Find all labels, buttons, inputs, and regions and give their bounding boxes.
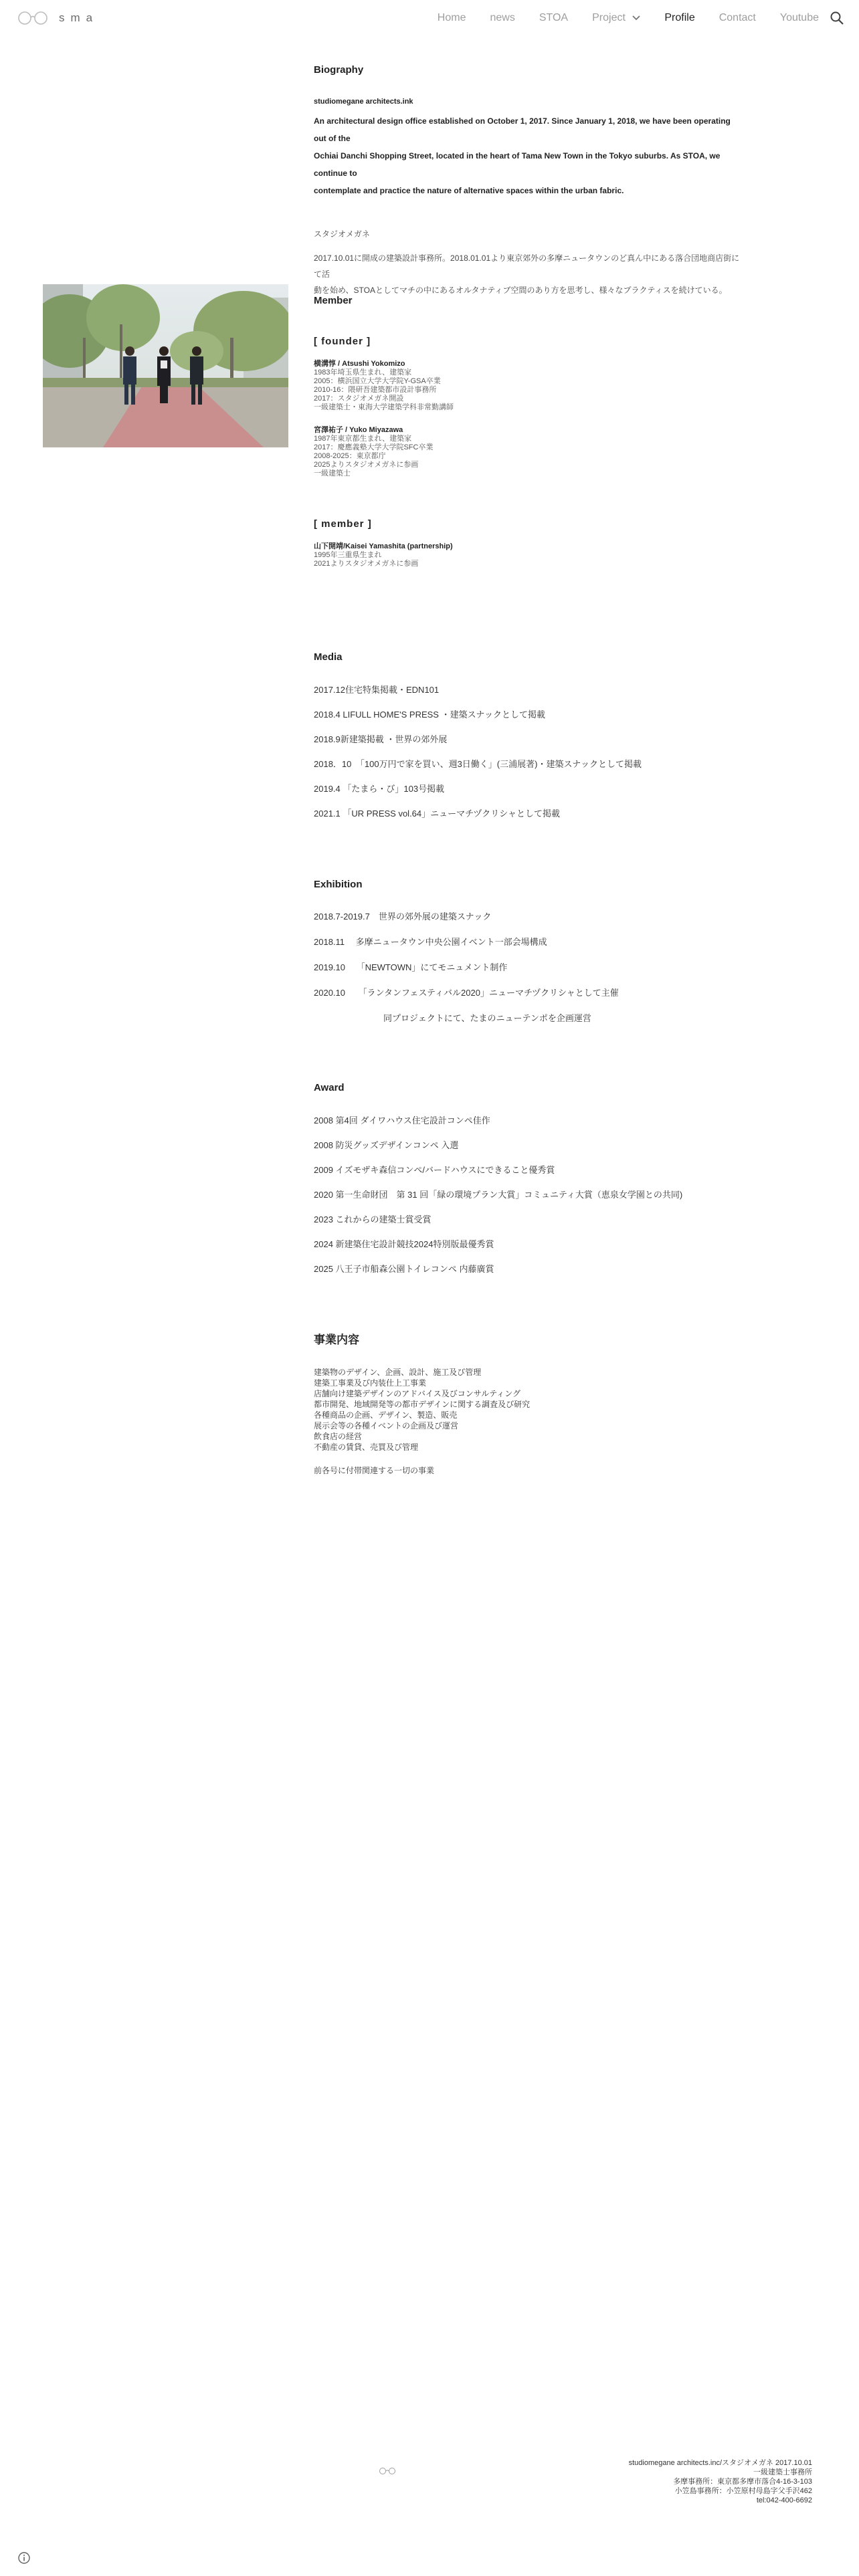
bio-line: 2010-16：隈研吾建築都市設計事務所 — [314, 386, 437, 394]
list-item: 2018.7-2019.7 世界の郊外展の建築スナック — [314, 911, 492, 922]
member-section — [314, 295, 742, 568]
list-item: 2018.4 LIFULL HOME'S PRESS ・建築スナックとして掲載 — [314, 710, 546, 720]
list-item: 2025 八王子市船森公園トイレコンペ 内藤廣賞 — [314, 1264, 494, 1274]
chevron-down-icon — [632, 15, 640, 21]
site-header — [0, 0, 859, 40]
founder-heading: [ founder ] — [314, 336, 371, 347]
list-item: 2009 イズモザキ森信コンペ/バードハウスにできること優秀賞 — [314, 1165, 555, 1175]
footer-line: 小笠島事務所：小笠原村母島字父手沢462 — [674, 2487, 812, 2495]
intro-line: contemplate and practice the nature of alternative spaces within the urban fabric. — [314, 186, 624, 195]
intro-line: An architectural design office established on October 1, 2017. Since January 1, 2018, we have been operating out of the — [314, 116, 731, 143]
main-nav — [413, 12, 819, 24]
footer-line: studiomegane architects.inc/スタジオメガネ 2017.10.01 — [628, 2459, 812, 2467]
info-icon — [17, 2551, 31, 2565]
site-logo[interactable] — [17, 11, 98, 25]
footer-line: 多摩事務所：東京都多摩市落合4-16-3-103 — [673, 2478, 812, 2486]
exhibition-list — [314, 909, 742, 1037]
company-name: studiomegane architects.ink — [314, 98, 413, 106]
logo-glasses-icon — [379, 2467, 396, 2475]
logo-glasses-icon — [17, 11, 48, 25]
search-button[interactable] — [830, 11, 844, 29]
nav-stoa[interactable]: STOA — [539, 12, 569, 23]
bio-line: 2021よりスタジオメガネに参画 — [314, 560, 419, 568]
list-item: 2019.10 「NEWTOWN」にてモニュメント制作 — [314, 962, 508, 972]
list-item: 2008 第4回 ダイワハウス住宅設計コンペ佳作 — [314, 1115, 490, 1125]
biography-jp-text — [314, 250, 742, 298]
list-item: 展示会等の各種イベントの企画及び運営 — [314, 1421, 459, 1430]
bio-line: 2005：横浜国立大学大学院Y-GSA卒業 — [314, 377, 441, 385]
list-item: 建築物のデザイン、企画、設計、施工及び管理 — [314, 1368, 482, 1377]
list-item: 2019.4 「たまら・び」103号掲載 — [314, 784, 445, 794]
founder-bio — [314, 368, 742, 412]
list-item: 2023 これからの建築士賞受賞 — [314, 1214, 432, 1224]
list-item: 店舗向け建築デザインのアドバイス及びコンサルティング — [314, 1389, 521, 1398]
member-bio — [314, 551, 742, 568]
founder-name: 横溝惇 / Atsushi Yokomizo — [314, 360, 405, 368]
footer-line: tel:042-400-6692 — [756, 2496, 812, 2504]
exhibition-section — [314, 879, 742, 1037]
founder-name: 宮澤祐子 / Yuko Miyazawa — [314, 426, 403, 434]
footer-info — [629, 2458, 812, 2505]
list-item: 同プロジェクトにて、たまのニューテンポを企画運営 — [383, 1013, 591, 1023]
award-title: Award — [314, 1082, 345, 1093]
footer-logo — [379, 2466, 396, 2478]
member-title: Member — [314, 295, 353, 306]
list-item: 飲食店の経営 — [314, 1432, 363, 1441]
member-name: 山下開靖/Kaisei Yamashita (partnership) — [314, 542, 453, 550]
nav-youtube[interactable]: Youtube — [779, 12, 819, 23]
list-item: 2017.12住宅特集掲載・EDN101 — [314, 685, 440, 695]
intro-line: Ochiai Danchi Shopping Street, located in the heart of Tama New Town in the Tokyo suburbs. As STOA, we continue to — [314, 151, 721, 178]
nav-home[interactable]: Home — [437, 12, 466, 23]
media-title: Media — [314, 651, 343, 663]
media-list — [314, 683, 742, 831]
list-item: 2018.9新建築掲載 ・世界の郊外展 — [314, 734, 448, 744]
search-icon — [830, 11, 844, 25]
biography-title: Biography — [314, 64, 364, 76]
list-item: 2018.11 多摩ニュータウン中央公園イベント一部会場構成 — [314, 937, 547, 947]
list-item: 2008 防災グッズデザインコンペ 入選 — [314, 1140, 459, 1150]
list-item: 2021.1 「UR PRESS vol.64」ニューマチヅクリシャとして掲載 — [314, 809, 560, 819]
biography-jp-name: スタジオメガネ — [314, 229, 370, 239]
business-list — [314, 1367, 742, 1453]
nav-profile[interactable]: Profile — [664, 12, 695, 23]
info-button[interactable] — [17, 2551, 31, 2568]
list-item: 2020.10 「ランタンフェスティバル2020」ニューマチヅクリシャとして主催 — [314, 988, 619, 998]
bio-line: 一級建築士 — [314, 469, 351, 477]
list-item: 2020 第一生命財団 第 31 回「緑の環境プラン大賞」コミュニティ大賞（恵泉女学園との共同) — [314, 1190, 683, 1200]
logo-text: sma — [59, 11, 99, 24]
founder-bio — [314, 435, 742, 478]
business-title: 事業内容 — [314, 1333, 359, 1346]
list-item: 建築工事業及び内装仕上工事業 — [314, 1378, 427, 1388]
list-item: 不動産の賃貸、売買及び管理 — [314, 1442, 419, 1452]
list-item: 2024 新建築住宅設計競技2024特別版最優秀賞 — [314, 1239, 494, 1249]
award-list — [314, 1113, 742, 1287]
member-heading: [ member ] — [314, 518, 372, 530]
business-footnote: 前各号に付帯関連する一切の事業 — [314, 1466, 435, 1475]
list-item: 2018．10 「100万円で家を買い、週3日働く」(三浦展著)・建築スナックとして掲載 — [314, 759, 642, 769]
list-item: 各種商品の企画、デザイン、製造、販売 — [314, 1410, 458, 1420]
team-photo — [43, 284, 288, 447]
list-item: 都市開発、地域開発等の都市デザインに関する調査及び研究 — [314, 1400, 531, 1409]
media-section — [314, 651, 742, 831]
nav-project[interactable] — [592, 12, 640, 24]
jp-line: 2017.10.01に開成の建築設計事務所。2018.01.01より東京郊外の多摩ニュータウンのど真ん中にある落合団地商店街にて活 — [314, 253, 740, 279]
bio-line: 2025よりスタジオメガネに参画 — [314, 461, 419, 469]
business-section — [314, 1330, 742, 1476]
bio-line: 1995年三重県生まれ — [314, 551, 382, 559]
jp-line: 動を始め、STOAとしてマチの中にあるオルタナティブ空間のあり方を思考し、様々なプラクティスを続けている。 — [314, 286, 727, 295]
founder-2 — [314, 424, 742, 478]
founder-1 — [314, 358, 742, 412]
nav-project-label: Project — [592, 12, 626, 23]
bio-line: 一級建築士・東海大学建築学科非常勤講師 — [314, 403, 454, 411]
footer-line: 一級建築士事務所 — [753, 2468, 812, 2476]
biography-section — [314, 64, 742, 298]
nav-contact[interactable]: Contact — [719, 12, 756, 23]
biography-intro — [314, 112, 742, 199]
nav-news[interactable]: news — [490, 12, 515, 23]
bio-line: 1983年埼玉県生まれ、建築家 — [314, 368, 412, 377]
bio-line: 2017：慶應義塾大学大学院SFC卒業 — [314, 443, 434, 451]
member-1 — [314, 540, 742, 568]
bio-line: 2017：スタジオメガネ開設 — [314, 395, 404, 403]
bio-line: 1987年東京都生まれ、建築家 — [314, 435, 412, 443]
award-section — [314, 1082, 742, 1287]
bio-line: 2008-2025：東京都庁 — [314, 452, 386, 460]
exhibition-title: Exhibition — [314, 879, 363, 890]
